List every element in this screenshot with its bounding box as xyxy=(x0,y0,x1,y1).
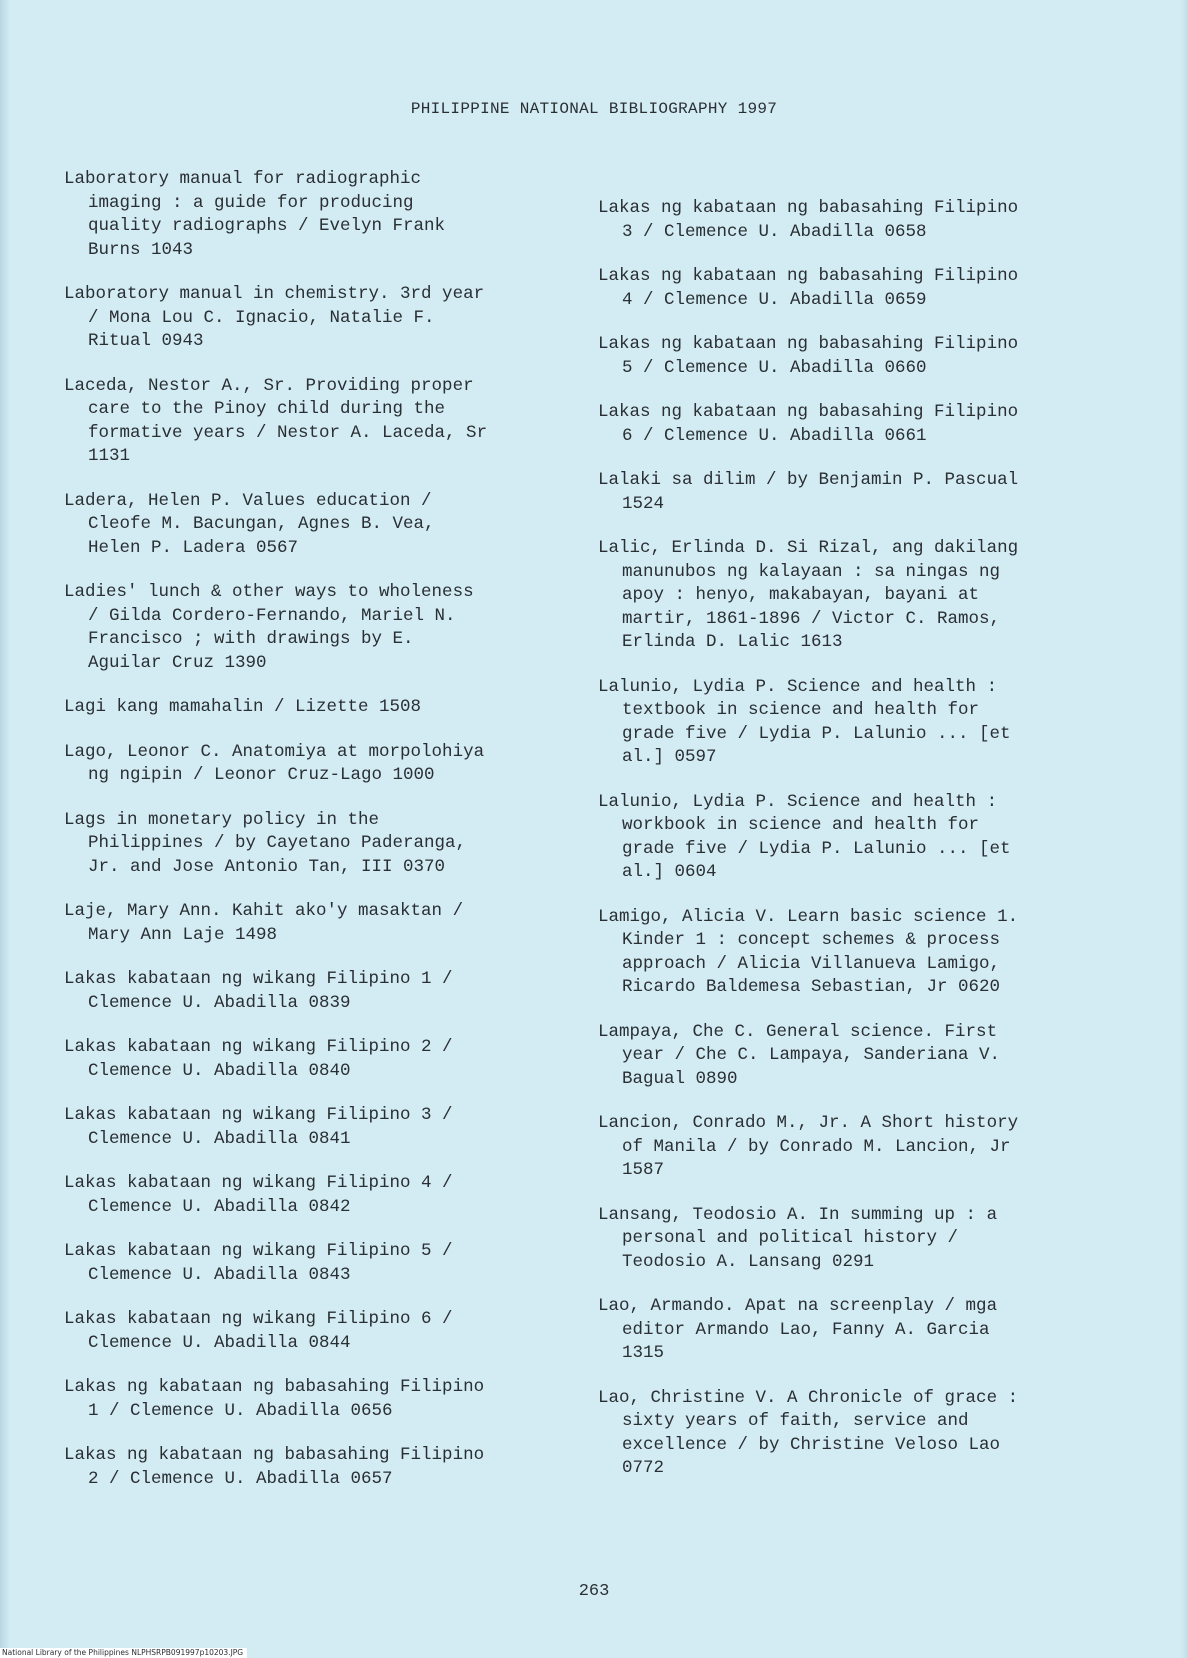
bibliography-entry: Lakas kabataan ng wikang Filipino 4 / Clemence U. Abadilla 0842 xyxy=(64,1173,453,1217)
bibliography-entry: Lakas ng kabataan ng babasahing Filipino 4 / Clemence U. Abadilla 0659 xyxy=(598,266,1019,310)
page-edge-left xyxy=(0,0,10,1658)
bibliography-entry: Lakas ng kabataan ng babasahing Filipino 5 / Clemence U. Abadilla 0660 xyxy=(598,334,1019,378)
bibliography-entry: Lakas ng kabataan ng babasahing Filipino 3 / Clemence U. Abadilla 0658 xyxy=(598,198,1019,242)
bibliography-entry: Laje, Mary Ann. Kahit ako'y masaktan / Mary Ann Laje 1498 xyxy=(64,901,464,945)
bibliography-entry: Laboratory manual in chemistry. 3rd year / Mona Lou C. Ignacio, Natalie F. Ritual 0943 xyxy=(64,284,485,351)
bibliography-entry: Lakas kabataan ng wikang Filipino 2 / Clemence U. Abadilla 0840 xyxy=(64,1037,453,1081)
bibliography-entry: Lakas ng kabataan ng babasahing Filipino 1 / Clemence U. Abadilla 0656 xyxy=(64,1377,485,1421)
bibliography-entry: Lamigo, Alicia V. Learn basic science 1. Kinder 1 : concept schemes & process approach / Alicia Villanueva Lamigo, Ricardo Baldemesa Sebastian, Jr 0620 xyxy=(598,906,1019,997)
bibliography-entry: Lalaki sa dilim / by Benjamin P. Pascual 1524 xyxy=(598,470,1019,514)
bibliography-entry: Lakas kabataan ng wikang Filipino 3 / Clemence U. Abadilla 0841 xyxy=(64,1105,453,1149)
bibliography-entry: Lagi kang mamahalin / Lizette 1508 xyxy=(64,697,422,717)
bibliography-entry: Laboratory manual for radiographic imaging : a guide for producing quality radiographs / Evelyn Frank Burns 1043 xyxy=(64,169,446,260)
bibliography-entry: Lalic, Erlinda D. Si Rizal, ang dakilang manunubos ng kalayaan : sa ningas ng apoy : henyo, makabayan, bayani at martir, 1861-1896 / Victor C. Ramos, Erlinda D. Lalic 1613 xyxy=(598,538,1019,652)
bibliography-entry: Lao, Christine V. A Chronicle of grace : sixty years of faith, service and excellence / by Christine Veloso Lao 0772 xyxy=(598,1387,1019,1478)
footer-credit: National Library of the Philippines NLPHSRPB091997p10203.JPG xyxy=(0,1648,247,1658)
bibliography-entry: Laceda, Nestor A., Sr. Providing proper care to the Pinoy child during the formative years / Nestor A. Laceda, Sr 1131 xyxy=(64,375,488,466)
bibliography-entry: Lampaya, Che C. General science. First year / Che C. Lampaya, Sanderiana V. Bagual 0890 xyxy=(598,1021,1001,1089)
left-column xyxy=(64,168,554,1491)
bibliography-entry: Lakas kabataan ng wikang Filipino 1 / Clemence U. Abadilla 0839 xyxy=(64,969,453,1013)
bibliography-entry: Lalunio, Lydia P. Science and health : workbook in science and health for grade five / Lydia P. Lalunio ... [et al.] 0604 xyxy=(598,791,1011,882)
bibliography-entry: Lakas kabataan ng wikang Filipino 6 / Clemence U. Abadilla 0844 xyxy=(64,1309,453,1353)
bibliography-entry: Lansang, Teodosio A. In summing up : a personal and political history / Teodosio A. Lansang 0291 xyxy=(598,1204,998,1272)
page-title: PHILIPPINE NATIONAL BIBLIOGRAPHY 1997 xyxy=(410,100,778,118)
bibliography-entry: Lancion, Conrado M., Jr. A Short history of Manila / by Conrado M. Lancion, Jr 1587 xyxy=(598,1113,1019,1180)
bibliography-entry: Ladies' lunch & other ways to wholeness / Gilda Cordero-Fernando, Mariel N. Francisco ; with drawings by E. Aguilar Cruz 1390 xyxy=(64,582,474,673)
bibliography-entry: Lalunio, Lydia P. Science and health : textbook in science and health for grade five / Lydia P. Lalunio ... [et al.] 0597 xyxy=(598,676,1011,767)
right-column xyxy=(598,197,1088,1481)
bibliography-entry: Lago, Leonor C. Anatomiya at morpolohiya ng ngipin / Leonor Cruz-Lago 1000 xyxy=(64,741,485,785)
bibliography-entry: Lags in monetary policy in the Philippines / by Cayetano Paderanga, Jr. and Jose Antonio Tan, III 0370 xyxy=(64,809,467,877)
page-edge-right xyxy=(1180,0,1188,1658)
page-number: 263 xyxy=(578,1582,610,1601)
bibliography-entry: Lakas kabataan ng wikang Filipino 5 / Clemence U. Abadilla 0843 xyxy=(64,1241,453,1285)
bibliography-entry: Ladera, Helen P. Values education / Cleofe M. Bacungan, Agnes B. Vea, Helen P. Ladera 0567 xyxy=(64,490,435,558)
bibliography-entry: Lakas ng kabataan ng babasahing Filipino 2 / Clemence U. Abadilla 0657 xyxy=(64,1445,485,1489)
bibliography-entry: Lakas ng kabataan ng babasahing Filipino 6 / Clemence U. Abadilla 0661 xyxy=(598,402,1019,446)
bibliography-entry: Lao, Armando. Apat na screenplay / mga editor Armando Lao, Fanny A. Garcia 1315 xyxy=(598,1296,998,1363)
